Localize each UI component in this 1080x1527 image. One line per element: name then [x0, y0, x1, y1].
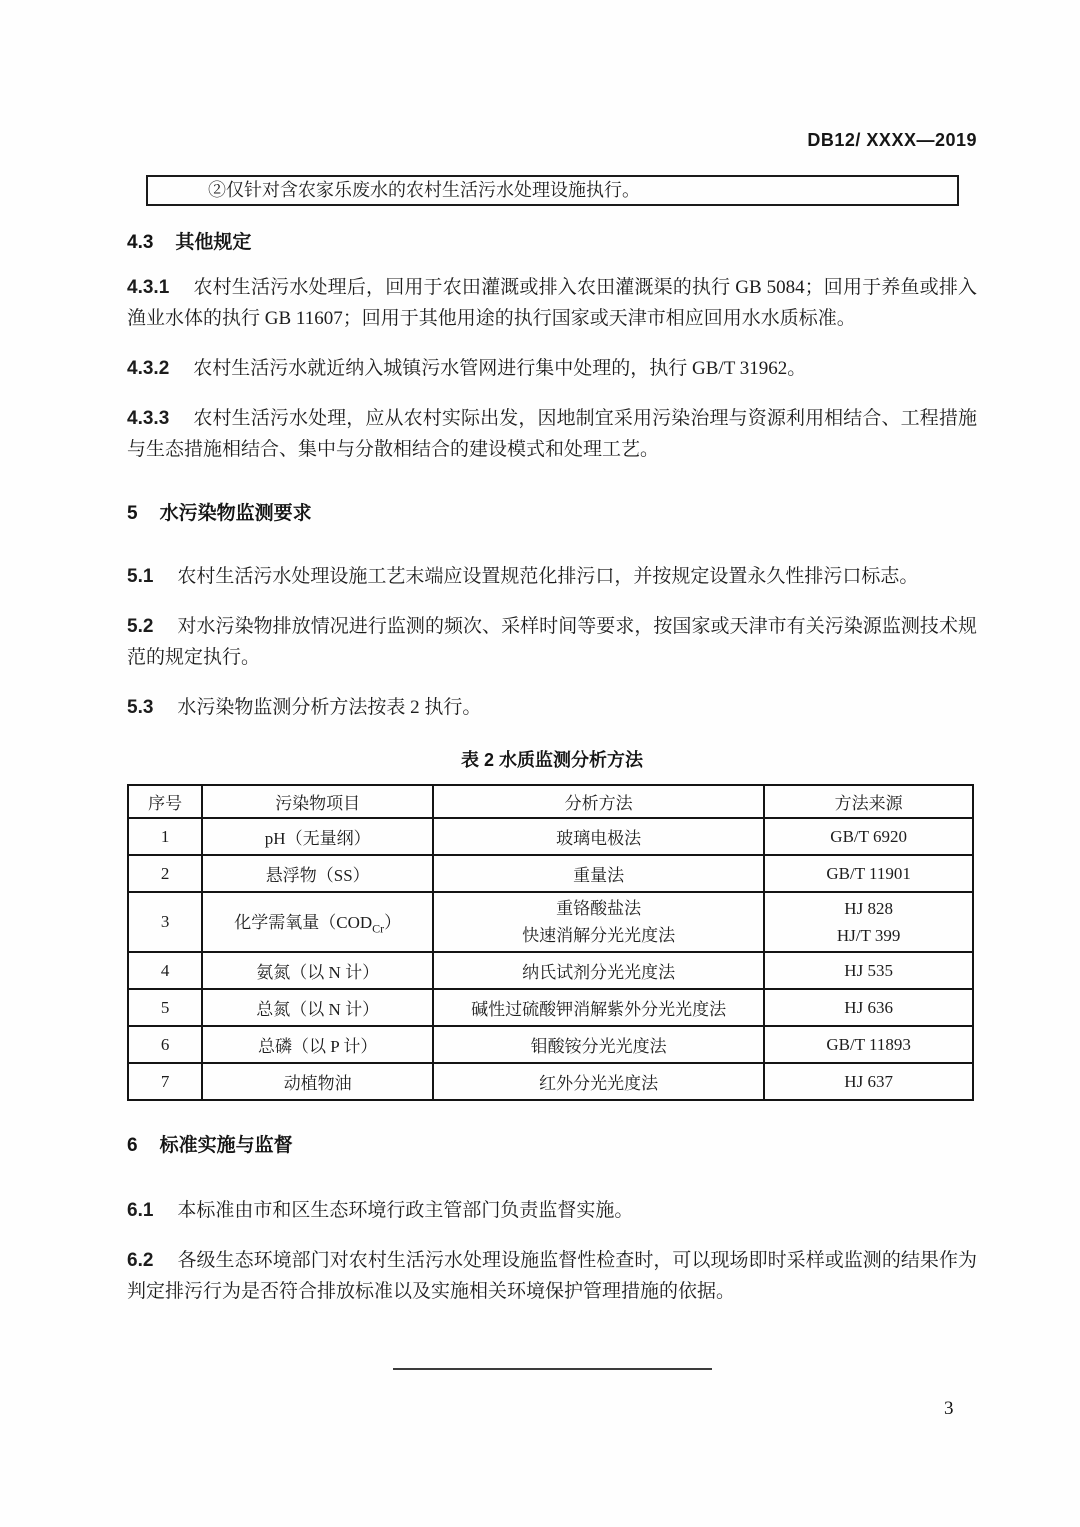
- cell-source: HJ 636: [764, 989, 973, 1026]
- clause-number: 4.3.3: [127, 408, 170, 429]
- clause-text: 农村生活污水处理后，回用于农田灌溉或排入农田灌溉渠的执行 GB 5084；回用于养鱼或排入渔业水体的执行 GB 11607；回用于其他用途的执行国家或天津市相应回用水水质标准。: [127, 277, 977, 329]
- clause-text: 农村生活污水就近纳入城镇污水管网进行集中处理的，执行 GB/T 31962。: [193, 358, 807, 379]
- col-header-pollutant: 污染物项目: [202, 785, 433, 818]
- clause-number: 5.2: [127, 616, 154, 637]
- source-line: HJ/T 399: [836, 926, 901, 945]
- cell-pollutant: 氨氮（以 N 计）: [202, 952, 433, 989]
- table-row: [128, 1026, 973, 1063]
- cell-index: 5: [128, 989, 202, 1026]
- cell-method: 钼酸铵分光光度法: [433, 1026, 764, 1063]
- page-number: 3: [944, 1398, 954, 1419]
- cell-pollutant: 总磷（以 P 计）: [202, 1026, 433, 1063]
- table-row: [128, 952, 973, 989]
- table-2-title: 表 2 水质监测分析方法: [460, 750, 643, 770]
- clause-number: 6.2: [127, 1250, 154, 1271]
- monitoring-methods-table: [127, 784, 974, 1101]
- cell-source: HJ 535: [764, 952, 973, 989]
- cell-method: 玻璃电极法: [433, 818, 764, 855]
- cell-index: 2: [128, 855, 202, 892]
- cell-method: 红外分光光度法: [433, 1063, 764, 1100]
- cell-pollutant: 动植物油: [202, 1063, 433, 1100]
- cell-index: 4: [128, 952, 202, 989]
- section-heading-6: [127, 1134, 977, 1158]
- section-heading-4-3: [127, 231, 977, 255]
- table-row: [128, 855, 973, 892]
- cell-source: GB/T 11901: [764, 855, 973, 892]
- cell-method: 纳氏试剂分光光度法: [433, 952, 764, 989]
- cell-pollutant: pH（无量纲）: [202, 818, 433, 855]
- cod-suffix: ）: [384, 912, 402, 932]
- clause-6-1: [127, 1195, 977, 1226]
- cell-pollutant: 悬浮物（SS）: [202, 855, 433, 892]
- clause-text: 农村生活污水处理设施工艺末端应设置规范化排污口，并按规定设置永久性排污口标志。: [177, 566, 919, 587]
- table-row: [128, 892, 973, 952]
- col-header-method: 分析方法: [433, 785, 764, 818]
- clause-number: 4.3.1: [127, 277, 170, 298]
- section-heading-5: [127, 502, 977, 526]
- cell-pollutant: [202, 892, 433, 952]
- cod-subscript: Cr: [372, 921, 385, 936]
- cell-source: GB/T 11893: [764, 1026, 973, 1063]
- clause-4-3-2: [127, 353, 977, 384]
- table-row: [128, 818, 973, 855]
- col-header-index: 序号: [128, 785, 202, 818]
- clause-number: 4.3.2: [127, 358, 170, 379]
- table-header-row: [128, 785, 973, 818]
- section-title: 标准实施与监督: [159, 1135, 293, 1156]
- clause-number: 5.1: [127, 566, 154, 587]
- col-header-source: 方法来源: [764, 785, 973, 818]
- cell-method: 重量法: [433, 855, 764, 892]
- method-line: 快速消解分光光度法: [522, 926, 676, 945]
- clause-text: 本标准由市和区生态环境行政主管部门负责监督实施。: [177, 1200, 634, 1221]
- footer-divider: [393, 1368, 712, 1370]
- table-row: [128, 989, 973, 1026]
- clause-number: 5.3: [127, 697, 154, 718]
- clause-6-2: [127, 1245, 977, 1307]
- clause-5-3: [127, 692, 977, 723]
- cell-source: [764, 892, 973, 952]
- clause-5-1: [127, 561, 977, 592]
- clause-text: 各级生态环境部门对农村生活污水处理设施监督性检查时，可以现场即时采样或监测的结果作为判定排污行为是否符合排放标准以及实施相关环境保护管理措施的依据。: [127, 1250, 977, 1302]
- source-line: HJ 828: [844, 899, 893, 918]
- cell-pollutant: 总氮（以 N 计）: [202, 989, 433, 1026]
- cod-prefix: 化学需氧量（COD: [234, 912, 373, 932]
- method-line: 重铬酸盐法: [556, 899, 642, 918]
- clause-5-2: [127, 611, 977, 673]
- section-number: 4.3: [127, 232, 154, 253]
- clause-text: 农村生活污水处理，应从农村实际出发，因地制宜采用污染治理与资源利用相结合、工程措施与生态措施相结合、集中与分散相结合的建设模式和处理工艺。: [127, 408, 977, 460]
- section-number: 6: [127, 1135, 138, 1156]
- footnote-text: ②仅针对含农家乐废水的农村生活污水处理设施执行。: [208, 180, 640, 200]
- footnote-box: [146, 175, 959, 206]
- clause-number: 6.1: [127, 1200, 154, 1221]
- section-title: 其他规定: [175, 232, 252, 253]
- table-row: [128, 1063, 973, 1100]
- cell-method: [433, 892, 764, 952]
- cell-source: GB/T 6920: [764, 818, 973, 855]
- cell-index: 3: [128, 892, 202, 952]
- section-title: 水污染物监测要求: [159, 503, 312, 524]
- cell-index: 6: [128, 1026, 202, 1063]
- clause-4-3-1: [127, 272, 977, 334]
- clause-text: 对水污染物排放情况进行监测的频次、采样时间等要求，按国家或天津市有关污染源监测技术规范的规定执行。: [127, 616, 977, 668]
- cell-index: 7: [128, 1063, 202, 1100]
- cell-method: 碱性过硫酸钾消解紫外分光光度法: [433, 989, 764, 1026]
- clause-text: 水污染物监测分析方法按表 2 执行。: [177, 697, 482, 718]
- cell-index: 1: [128, 818, 202, 855]
- cell-source: HJ 637: [764, 1063, 973, 1100]
- doc-code-header: DB12/ XXXX—2019: [807, 130, 977, 150]
- section-number: 5: [127, 503, 138, 524]
- clause-4-3-3: [127, 403, 977, 465]
